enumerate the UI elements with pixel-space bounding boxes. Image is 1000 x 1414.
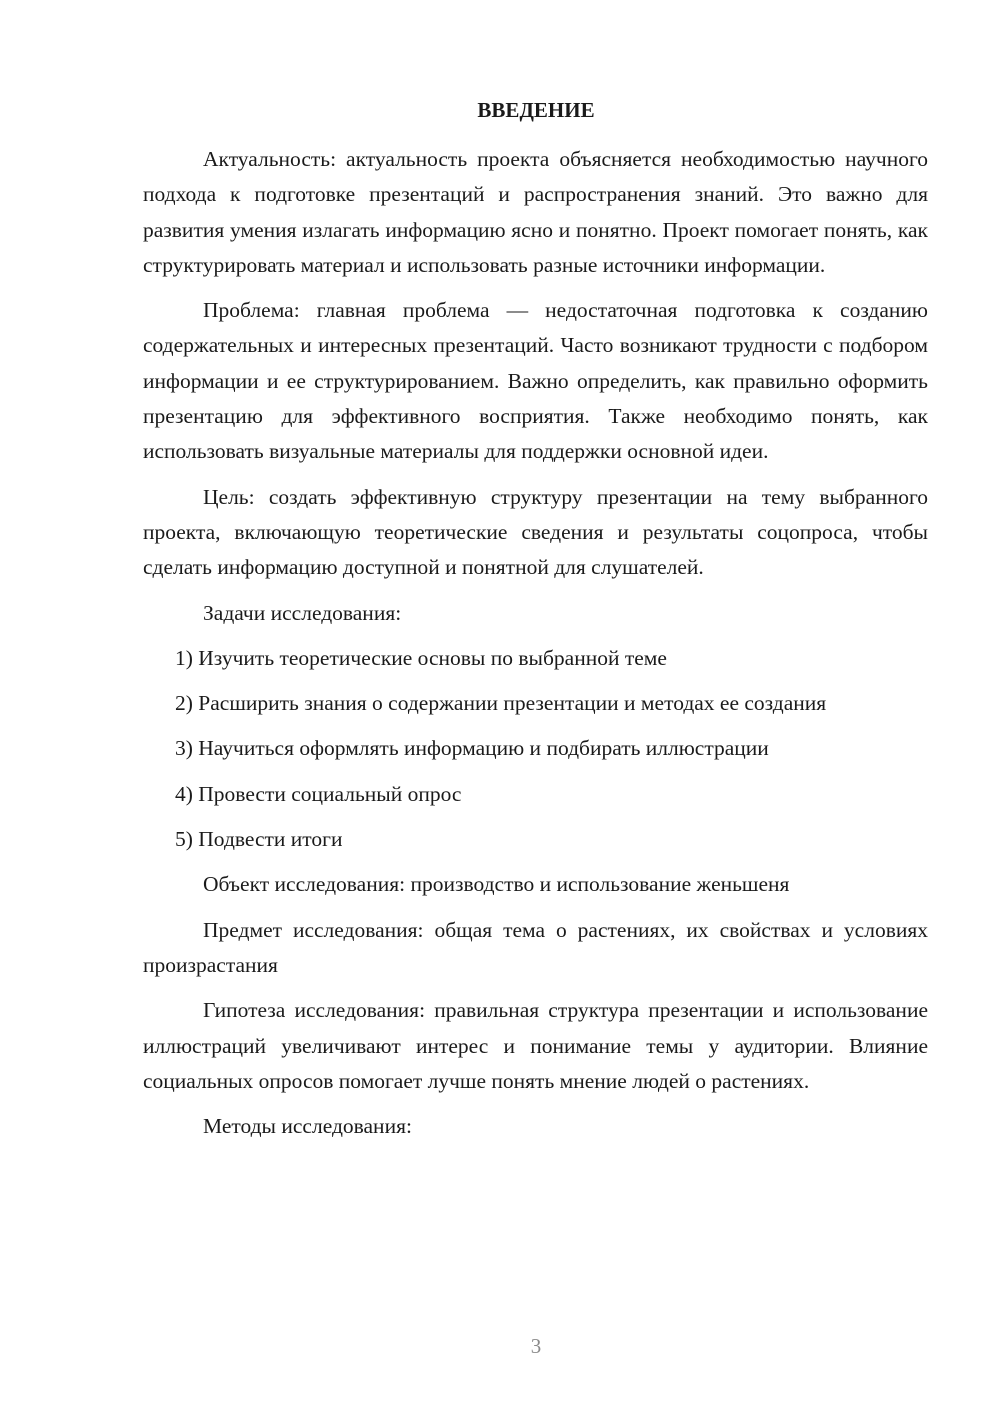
tasks-heading: Задачи исследования: [203, 600, 402, 625]
task-item: 4) Провести социальный опрос [175, 781, 462, 806]
task-item: 2) Расширить знания о содержании презентации и методах ее создания [175, 691, 827, 716]
relevance-paragraph: Актуальность: актуальность проекта объясняется необходимостью научного подхода к подготовке презентаций и распространения знаний. Это важно для развития умения излагать информацию ясно и понятно. Проект помогает понять, как структурировать материал и использовать разные источники информации. [143, 147, 928, 277]
task-item: 1) Изучить теоретические основы по выбранной теме [175, 645, 667, 670]
problem-paragraph: Проблема: главная проблема — недостаточная подготовка к созданию содержательных и интересных презентаций. Часто возникают трудности с подбором информации и ее структурированием. Важно определить, как правильно оформить презентацию для эффективного восприятия. Также необходимо понять, как использовать визуальные материалы для поддержки основной идеи. [143, 298, 928, 464]
task-item: 5) Подвести итоги [175, 827, 343, 852]
page-number: 3 [530, 1334, 542, 1358]
hypothesis-paragraph: Гипотеза исследования: правильная структура презентации и использование иллюстраций увеличивают интерес и понимание темы у аудитории. Влияние социальных опросов помогает лучше понять мнение людей о растениях. [143, 998, 928, 1093]
document-body [143, 142, 928, 1144]
subject-paragraph: Предмет исследования: общая тема о растениях, их свойствах и условиях произрастания [143, 917, 928, 977]
goal-paragraph: Цель: создать эффективную структуру презентации на тему выбранного проекта, включающую теоретические сведения и результаты соцопроса, чтобы сделать информацию доступной и понятной для слушателей. [143, 484, 928, 580]
task-item: 3) Научиться оформлять информацию и подбирать иллюстрации [175, 736, 769, 761]
methods-heading: Методы исследования: [203, 1114, 412, 1139]
object-paragraph: Объект исследования: производство и использование женьшеня [203, 872, 790, 897]
section-title: ВВЕДЕНИЕ [477, 98, 595, 122]
